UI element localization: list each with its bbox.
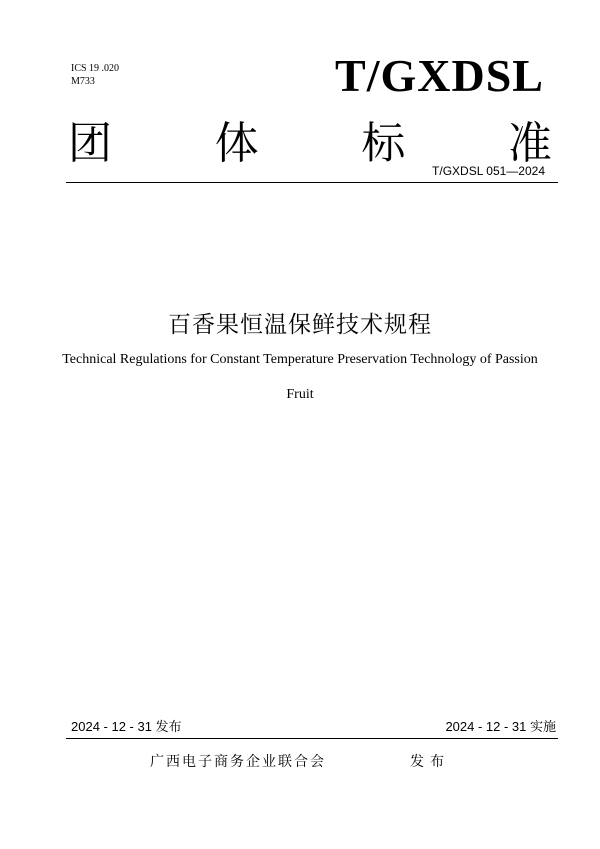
- doc-type-char: 准: [507, 118, 552, 169]
- title-chinese: 百香果恒温保鲜技术规程: [168, 312, 432, 338]
- issuer-action: 发布: [410, 754, 450, 770]
- publish-date: 2024 - 12 - 31 发布: [71, 719, 182, 734]
- ccs-code: M733: [71, 76, 95, 87]
- classification-codes: [71, 62, 119, 88]
- standard-number: T/GXDSL 051—2024: [432, 164, 545, 178]
- doc-type-char: 团: [68, 118, 112, 169]
- footer-divider: [66, 738, 558, 739]
- issuing-organization: 广西电子商务企业联合会: [150, 754, 326, 770]
- doc-type-char: 标: [361, 118, 406, 169]
- header-divider: [66, 182, 558, 183]
- title-english-line1: Technical Regulations for Constant Temperature Preservation Technology of Passion: [62, 352, 538, 367]
- title-english-line2: Fruit: [286, 387, 314, 402]
- standard-brand: T/GXDSL: [335, 50, 544, 101]
- ics-code: ICS 19 .020: [71, 63, 120, 74]
- implement-date: 2024 - 12 - 31 实施: [445, 719, 556, 734]
- doc-type-char: 体: [214, 118, 259, 169]
